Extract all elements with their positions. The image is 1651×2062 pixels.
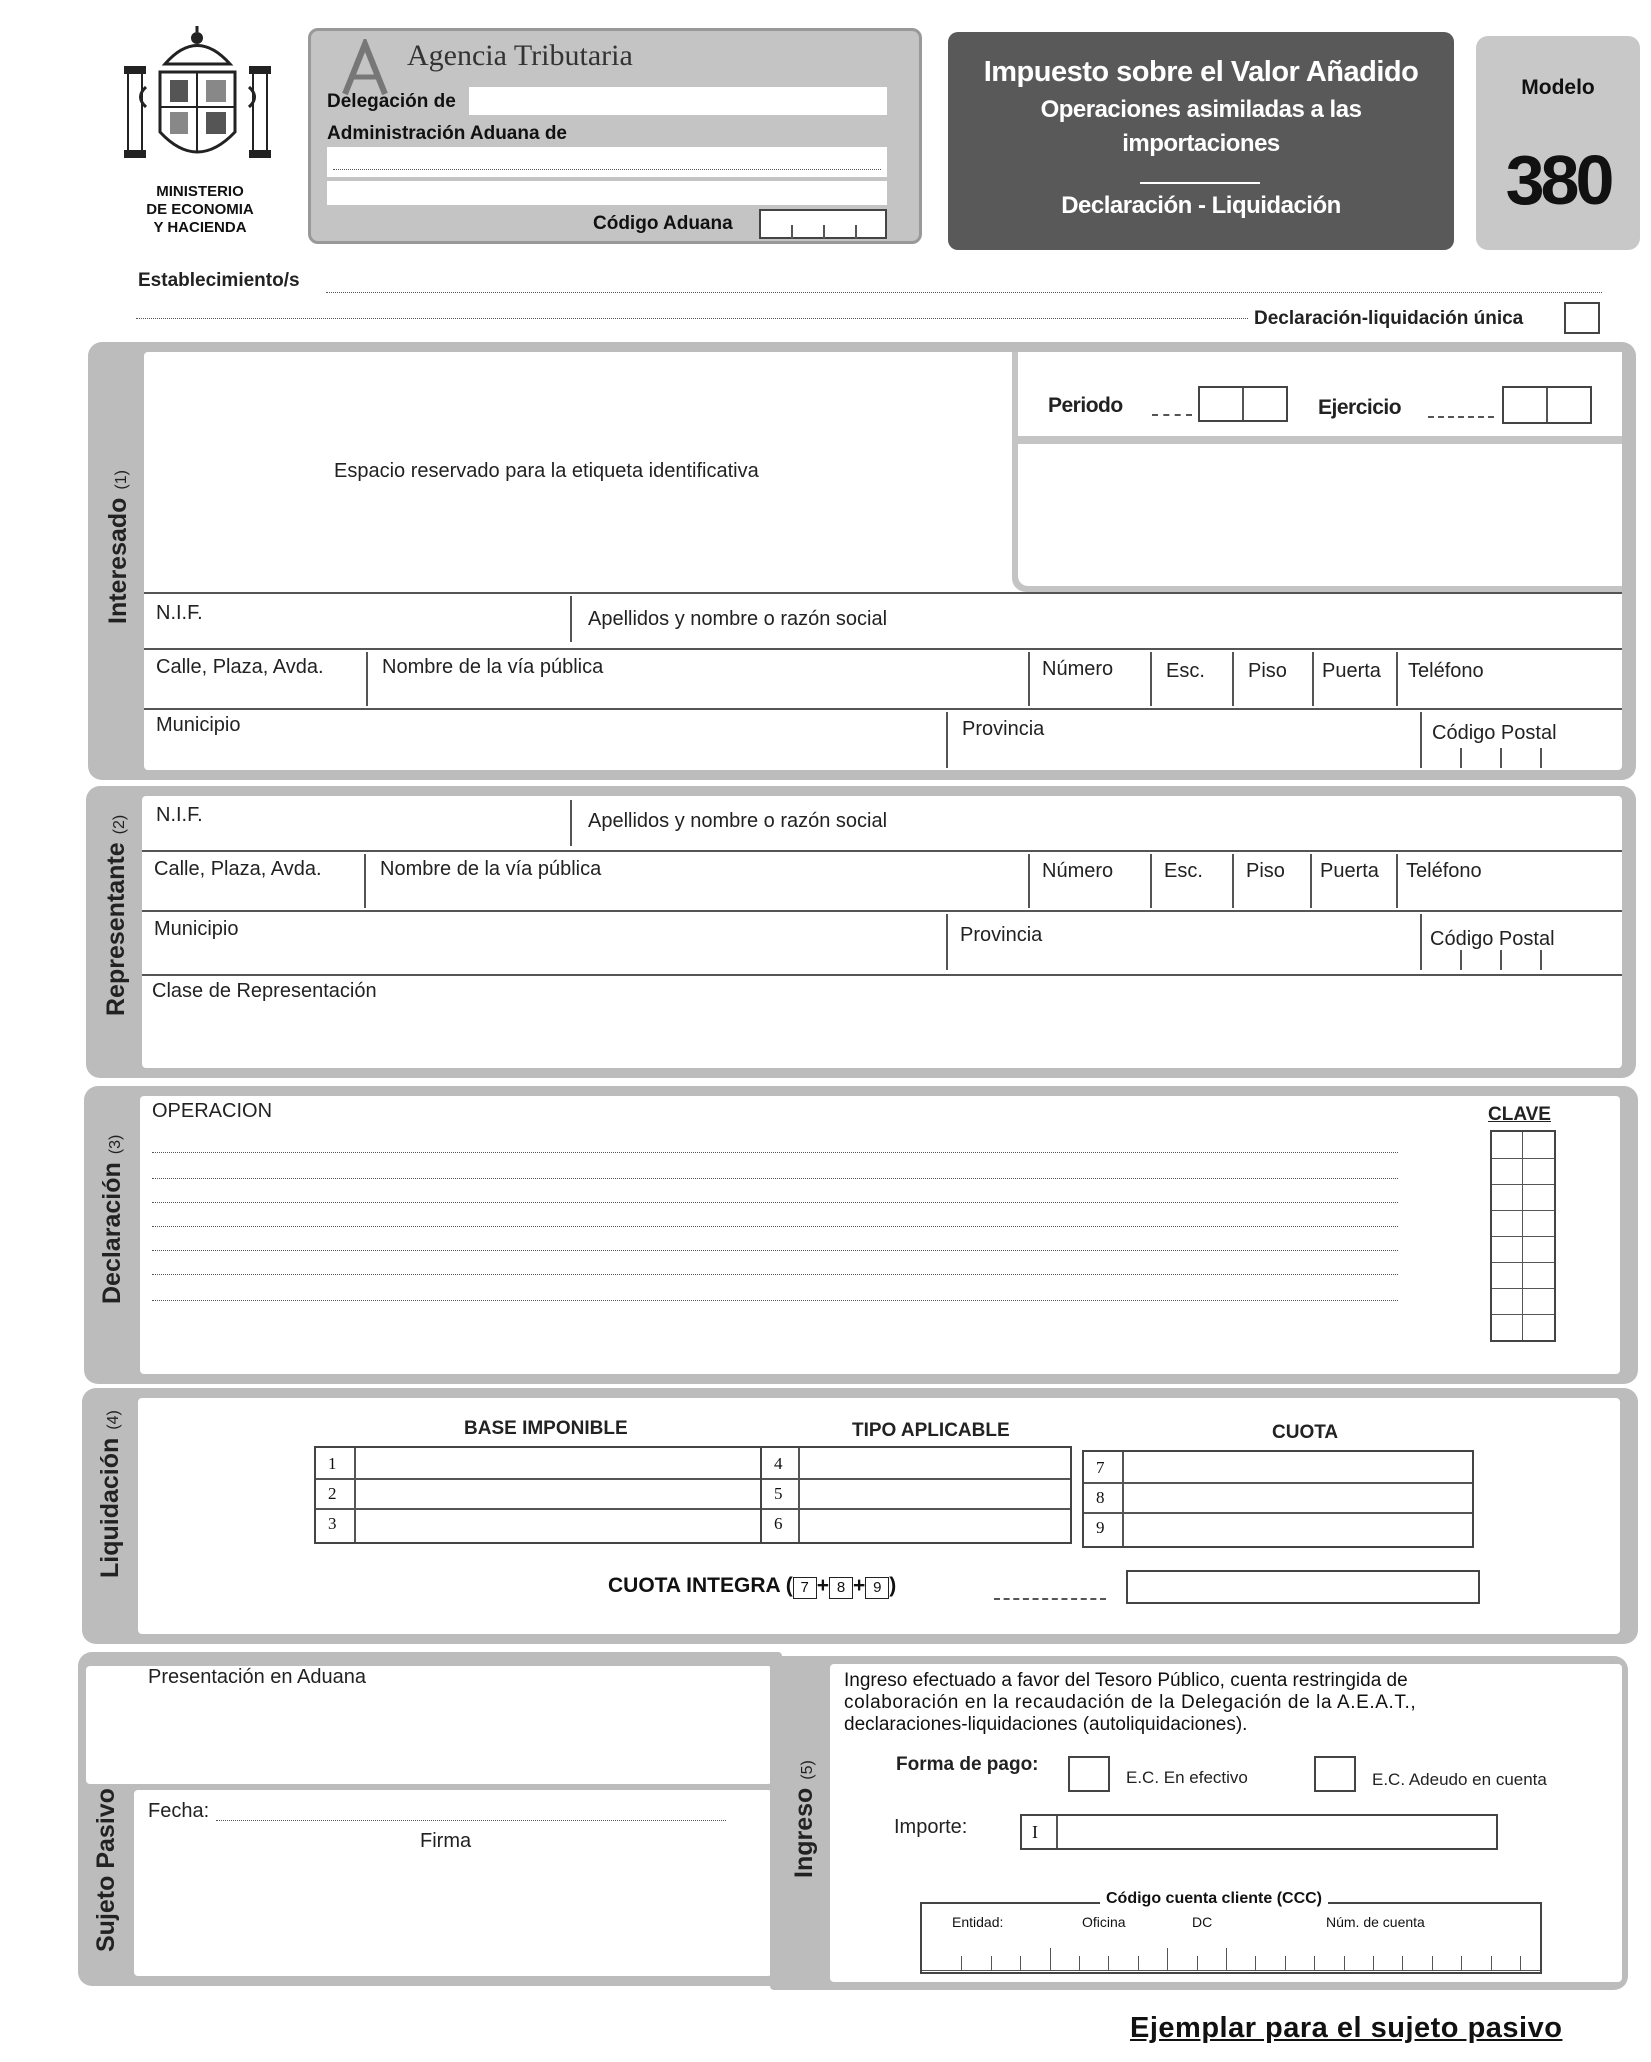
num-cuenta-label: Núm. de cuenta	[1326, 1914, 1425, 1930]
codigo-postal-label: Código Postal	[1432, 722, 1557, 744]
base-imponible-grid	[314, 1446, 762, 1544]
tipo-row-2-number: 5	[774, 1484, 783, 1503]
representante-number: (2)	[111, 814, 128, 835]
ccc-digit-tick	[1314, 1956, 1315, 1970]
declaracion-number: (3)	[107, 1134, 124, 1155]
liquidacion-title: Liquidación	[96, 1437, 124, 1578]
agency-box	[308, 28, 922, 244]
label-space-text: Espacio reservado para la etiqueta identificativa	[334, 460, 759, 482]
liquidacion-number: (4)	[105, 1410, 122, 1430]
forma-pago-label: Forma de pago:	[896, 1754, 1039, 1775]
declaracion-section	[84, 1086, 1638, 1384]
cuota-row-1-number: 7	[1096, 1458, 1105, 1477]
declaracion-section-label	[98, 1135, 127, 1304]
operacion-line-5[interactable]	[152, 1250, 1398, 1251]
importe-field[interactable]	[1020, 1814, 1498, 1850]
ccc-digit-tick	[1255, 1956, 1256, 1970]
clave-grid[interactable]	[1490, 1130, 1556, 1342]
numero-label: Número	[1042, 658, 1114, 680]
rep-esc-label: Esc.	[1164, 860, 1203, 882]
cuota-integra-field[interactable]	[1126, 1570, 1480, 1604]
ccc-digit-tick	[1138, 1956, 1139, 1970]
ccc-title: Código cuenta cliente (CCC)	[1100, 1890, 1328, 1908]
title-line-1: Impuesto sobre el Valor Añadido	[983, 56, 1419, 88]
adeudo-checkbox[interactable]	[1314, 1756, 1356, 1792]
title-box	[948, 32, 1454, 250]
ministry-name	[120, 183, 280, 237]
rep-codigo-postal-label: Código Postal	[1430, 928, 1555, 950]
codigo-aduana-field[interactable]	[759, 209, 887, 239]
rep-municipio-label: Municipio	[154, 918, 239, 940]
modelo-label: Modelo	[1521, 76, 1595, 99]
telefono-label: Teléfono	[1408, 660, 1484, 682]
ingreso-section	[770, 1656, 1628, 1990]
clase-representacion-label: Clase de Representación	[152, 980, 377, 1002]
footer-ejemplar: Ejemplar para el sujeto pasivo	[1130, 2012, 1563, 2044]
efectivo-checkbox[interactable]	[1068, 1756, 1110, 1792]
fecha-field[interactable]	[216, 1820, 726, 1821]
ccc-digit-tick	[1344, 1956, 1345, 1970]
ccc-digit-tick	[1402, 1956, 1403, 1970]
apellidos-label: Apellidos y nombre o razón social	[588, 608, 888, 630]
liquidacion-section	[82, 1388, 1638, 1644]
ci-box-8: 8	[829, 1577, 853, 1599]
ccc-digit-tick	[1285, 1956, 1286, 1970]
rep-via-label: Nombre de la vía pública	[380, 858, 602, 880]
operacion-line-2[interactable]	[152, 1178, 1398, 1179]
operacion-line-3[interactable]	[152, 1202, 1398, 1203]
periodo-field[interactable]	[1198, 386, 1288, 422]
declaracion-unica-checkbox[interactable]	[1564, 302, 1600, 334]
representante-section-label	[102, 815, 131, 1016]
ingreso-section-label	[790, 1760, 819, 1878]
interesado-section	[88, 342, 1636, 780]
codigo-postal-field[interactable]	[1420, 744, 1580, 770]
ingreso-text-line-3: declaraciones-liquidaciones (autoliquidaciones).	[844, 1714, 1248, 1735]
ministry-line-2: DE ECONOMIA	[146, 201, 254, 218]
operacion-line-4[interactable]	[152, 1226, 1398, 1227]
municipio-label: Municipio	[156, 714, 241, 736]
ccc-digit-tick	[1461, 1956, 1462, 1970]
rep-provincia-label: Provincia	[960, 924, 1043, 946]
base-row-3-number: 3	[328, 1514, 337, 1533]
ejercicio-label: Ejercicio	[1318, 396, 1402, 419]
ccc-digit-tick	[1226, 1948, 1227, 1970]
oficina-label: Oficina	[1082, 1914, 1126, 1930]
cuota-row-2-number: 8	[1096, 1488, 1105, 1507]
efectivo-label: E.C. En efectivo	[1126, 1768, 1248, 1787]
via-label: Nombre de la vía pública	[382, 656, 604, 678]
interesado-form	[144, 352, 1622, 770]
base-imponible-header: BASE IMPONIBLE	[464, 1418, 628, 1439]
liquidacion-section-label	[96, 1410, 125, 1578]
operacion-line-7[interactable]	[152, 1300, 1398, 1301]
interesado-title: Interesado	[104, 497, 132, 624]
presentacion-box	[86, 1666, 772, 1784]
ministry-line-3: Y HACIENDA	[153, 219, 247, 236]
rep-calle-label: Calle, Plaza, Avda.	[154, 858, 322, 880]
ci-box-7: 7	[793, 1577, 817, 1599]
firma-box	[134, 1790, 772, 1976]
establecimiento-label: Establecimiento/s	[138, 270, 300, 291]
representante-form	[142, 796, 1622, 1068]
tipo-row-1-number: 4	[774, 1454, 783, 1473]
ccc-digit-tick	[1520, 1956, 1521, 1970]
representante-section	[86, 786, 1636, 1078]
title-line-3: importaciones	[1122, 130, 1280, 157]
administracion-field[interactable]	[327, 147, 887, 177]
piso-label: Piso	[1248, 660, 1287, 682]
periodo-lower-area	[1018, 444, 1622, 586]
establecimiento-line-2[interactable]	[136, 318, 1248, 319]
ci-box-9: 9	[865, 1577, 889, 1599]
ccc-digit-tick	[1020, 1956, 1021, 1970]
ingreso-form	[830, 1664, 1622, 1982]
administracion-label: Administración Aduana de	[327, 123, 567, 144]
esc-label: Esc.	[1166, 660, 1205, 682]
adeudo-label: E.C. Adeudo en cuenta	[1372, 1770, 1547, 1789]
modelo-number: 380	[1505, 141, 1611, 219]
title-line-2: Operaciones asimiladas a las	[1040, 96, 1362, 123]
establecimiento-line-1[interactable]	[326, 292, 1602, 293]
agency-name: Agencia Tributaria	[407, 39, 633, 72]
ccc-digit-tick	[1079, 1956, 1080, 1970]
cuota-row-3-number: 9	[1096, 1518, 1105, 1537]
cuota-integra-label	[608, 1574, 896, 1599]
ci-plus-1: +	[816, 1574, 829, 1597]
clave-label: CLAVE	[1488, 1104, 1551, 1125]
periodo-label: Periodo	[1048, 394, 1123, 417]
rep-numero-label: Número	[1042, 860, 1114, 882]
representante-title: Representante	[102, 842, 130, 1016]
entidad-label: Entidad:	[952, 1914, 1004, 1930]
presentacion-label: Presentación en Aduana	[148, 1666, 366, 1688]
importe-prefix: I	[1032, 1822, 1038, 1842]
ccc-digit-tick	[1491, 1956, 1492, 1970]
tipo-row-3-number: 6	[774, 1514, 783, 1533]
ccc-digit-tick	[1373, 1956, 1374, 1970]
coat-of-arms-logo	[120, 22, 275, 182]
base-row-2-number: 2	[328, 1484, 337, 1503]
provincia-label: Provincia	[962, 718, 1045, 740]
rep-codigo-postal-field[interactable]	[1420, 948, 1580, 972]
operacion-line-6[interactable]	[152, 1274, 1398, 1275]
administracion-dotted-line	[333, 169, 881, 170]
ingreso-text	[844, 1670, 1608, 1736]
rep-telefono-label: Teléfono	[1406, 860, 1482, 882]
ingreso-number: (5)	[799, 1760, 816, 1780]
ccc-box[interactable]	[920, 1890, 1542, 1974]
interesado-number: (1)	[113, 470, 130, 490]
codigo-aduana-label: Código Aduana	[593, 213, 733, 234]
ccc-digit-tick	[1050, 1948, 1051, 1970]
ccc-digit-tick	[1197, 1956, 1198, 1970]
liquidacion-form	[138, 1398, 1620, 1634]
puerta-label: Puerta	[1322, 660, 1381, 682]
interesado-section-label	[104, 470, 133, 624]
ccc-digit-tick	[961, 1956, 962, 1970]
tipo-aplicable-header: TIPO APLICABLE	[852, 1420, 1010, 1441]
ingreso-title: Ingreso	[790, 1787, 818, 1878]
ejercicio-field[interactable]	[1502, 386, 1592, 424]
ci-plus-2: +	[852, 1574, 866, 1597]
firma-label: Firma	[420, 1830, 472, 1852]
rep-apellidos-label: Apellidos y nombre o razón social	[588, 810, 888, 832]
ccc-digit-tick	[1108, 1956, 1109, 1970]
operacion-label: OPERACION	[152, 1100, 273, 1122]
rep-piso-label: Piso	[1246, 860, 1285, 882]
calle-label: Calle, Plaza, Avda.	[156, 656, 324, 678]
nif-label: N.I.F.	[156, 602, 203, 624]
title-divider	[1140, 182, 1260, 184]
tipo-aplicable-grid	[760, 1446, 1072, 1544]
ccc-digit-tick	[1432, 1956, 1433, 1970]
cuota-grid	[1082, 1450, 1474, 1548]
sujeto-pasivo-section	[78, 1652, 782, 1986]
declaracion-form	[140, 1096, 1620, 1374]
fecha-label: Fecha:	[148, 1800, 210, 1822]
ccc-digit-tick	[991, 1956, 992, 1970]
ci-close: )	[889, 1574, 897, 1597]
declaracion-unica-label: Declaración-liquidación única	[1254, 308, 1524, 329]
delegacion-field[interactable]	[469, 87, 887, 115]
delegacion-label: Delegación de	[327, 91, 456, 112]
rep-puerta-label: Puerta	[1320, 860, 1379, 882]
title-line-4: Declaración - Liquidación	[1061, 192, 1341, 219]
agency-logo-icon	[335, 39, 395, 99]
importe-label: Importe:	[894, 1816, 968, 1838]
cuota-integra-text: CUOTA INTEGRA (	[608, 1574, 793, 1597]
ministry-line-1: MINISTERIO	[156, 183, 244, 200]
ingreso-text-line-1: Ingreso efectuado a favor del Tesoro Público, cuenta restringida de	[844, 1670, 1408, 1691]
ingreso-text-line-2: colaboración en la recaudación de la Delegación de la A.E.A.T.,	[844, 1692, 1417, 1713]
dc-label: DC	[1192, 1914, 1213, 1930]
rep-nif-label: N.I.F.	[156, 804, 203, 826]
modelo-box	[1476, 36, 1640, 250]
operacion-line-1[interactable]	[152, 1152, 1398, 1153]
ccc-digit-ticks	[922, 1948, 1540, 1972]
sujeto-pasivo-section-label	[92, 1788, 121, 1952]
cuota-header: CUOTA	[1272, 1422, 1339, 1443]
sujeto-pasivo-title: Sujeto Pasivo	[92, 1788, 120, 1952]
base-row-1-number: 1	[328, 1454, 337, 1473]
administracion-field-2[interactable]	[327, 181, 887, 205]
ccc-digit-tick	[1167, 1948, 1168, 1970]
periodo-area	[1012, 352, 1622, 592]
declaracion-title: Declaración	[98, 1162, 126, 1304]
